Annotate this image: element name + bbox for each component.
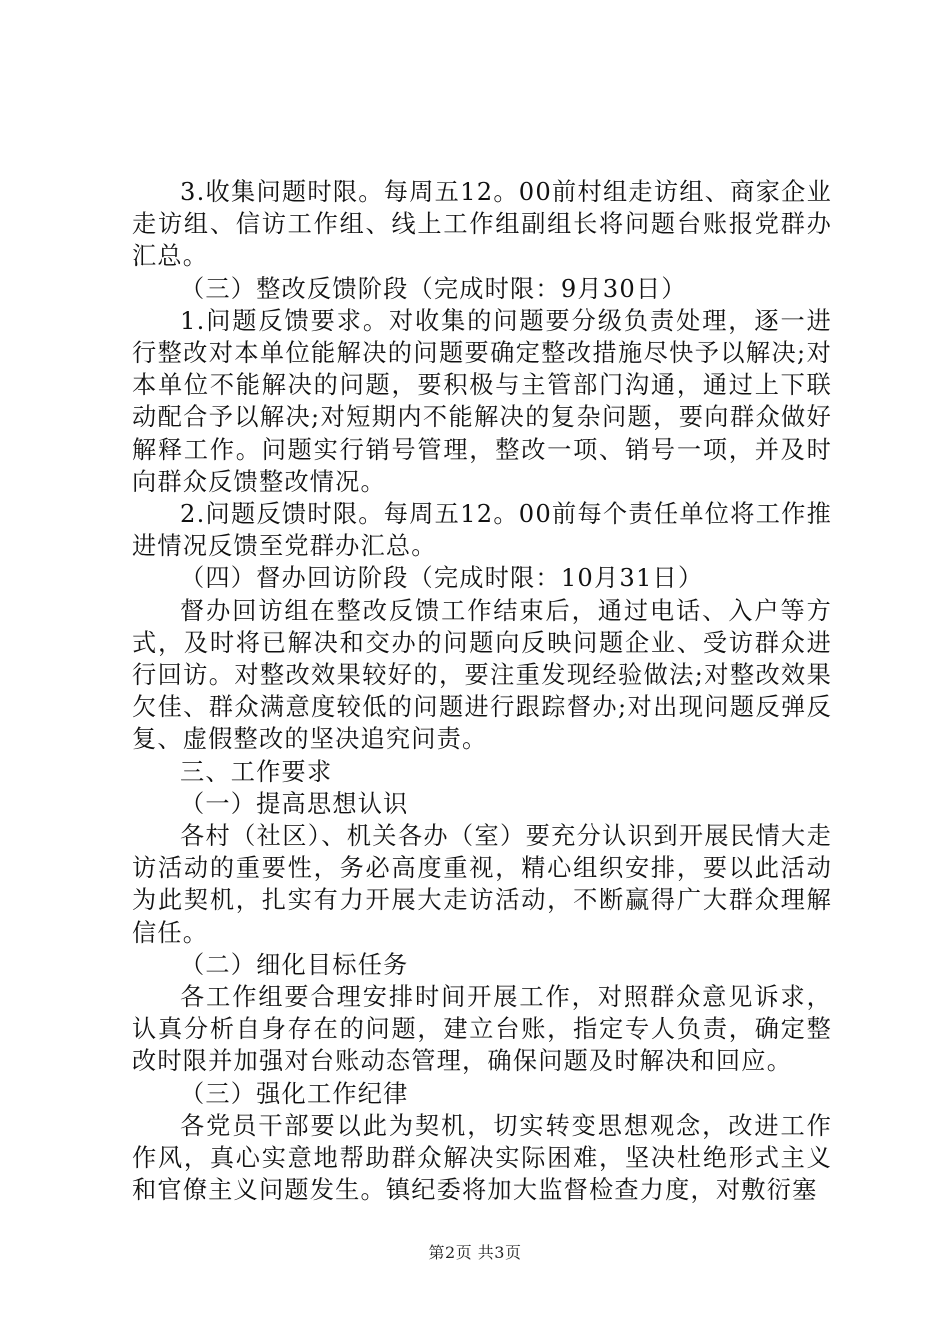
paragraph-refine-goals: 各工作组要合理安排时间开展工作，对照群众意见诉求，认真分析自身存在的问题，建立台账，指定专人负责，确定整改时限并加强对台账动态管理，确保问题及时解决和回应。 — [132, 983, 832, 1076]
heading-strengthen-discipline: （三）强化工作纪律 — [180, 1079, 409, 1108]
paragraph-collect-deadline: 3.收集问题时限。每周五12。00前村组走访组、商家企业走访组、信访工作组、线上工作组副组长将问题台账报党群办汇总。 — [132, 178, 832, 271]
paragraph-supervision-revisit: 督办回访组在整改反馈工作结束后，通过电话、入户等方式，及时将已解决和交办的问题向反映问题企业、受访群众进行回访。对整改效果较好的，要注重发现经验做法;对整改效果欠佳、群众满意度较低的问题进行跟踪督办;对出现问题反弹反复、虚假整改的坚决追究问责。 — [132, 596, 832, 754]
paragraph-strengthen-discipline: 各党员干部要以此为契机，切实转变思想观念，改进工作作风，真心实意地帮助群众解决实际困难，坚决杜绝形式主义和官僚主义问题发生。镇纪委将加大监督检查力度，对敷衍塞 — [132, 1111, 832, 1205]
page-number-footer: 第2页 共3页 — [428, 1243, 522, 1262]
heading-supervision-revisit-stage: （四）督办回访阶段（完成时限：10月31日） — [180, 564, 704, 593]
paragraph-feedback-deadline: 2.问题反馈时限。每周五12。00前每个责任单位将工作推进情况反馈至党群办汇总。 — [132, 500, 832, 561]
heading-raise-awareness: （一）提高思想认识 — [180, 789, 409, 818]
heading-work-requirements: 三、工作要求 — [180, 757, 333, 786]
paragraph-raise-awareness: 各村（社区）、机关各办（室）要充分认识到开展民情大走访活动的重要性，务必高度重视，精心组织安排，要以此活动为此契机，扎实有力开展大走访活动，不断赢得广大群众理解信任。 — [132, 822, 832, 947]
document-body — [132, 176, 832, 1207]
paragraph-feedback-requirements: 1.问题反馈要求。对收集的问题要分级负责处理，逐一进行整改对本单位能解决的问题要确定整改措施尽快予以解决;对本单位不能解决的问题，要积极与主管部门沟通，通过上下联动配合予以解决;对短期内不能解决的复杂问题，要向群众做好解释工作。问题实行销号管理，整改一项、销号一项，并及时向群众反馈整改情况。 — [132, 306, 832, 496]
heading-refine-goals: （二）细化目标任务 — [180, 950, 409, 979]
heading-rectification-feedback-stage: （三）整改反馈阶段（完成时限：9月30日） — [180, 274, 687, 303]
